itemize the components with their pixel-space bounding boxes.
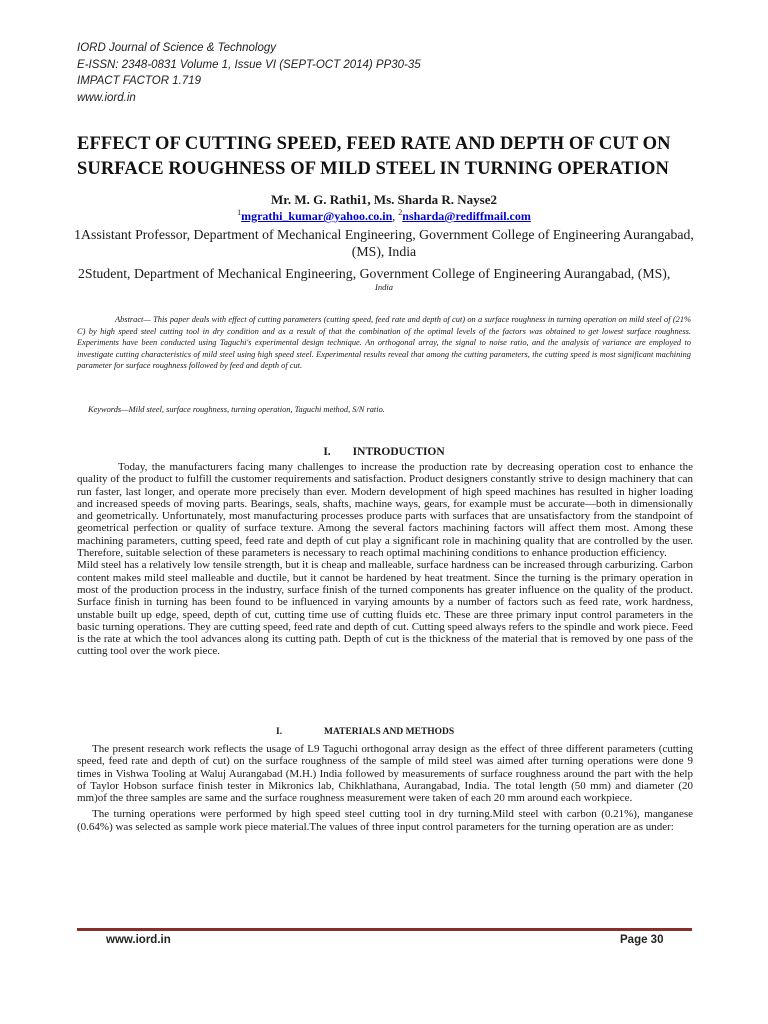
section-title: INTRODUCTION bbox=[352, 446, 445, 458]
email-2-marker: 2 bbox=[398, 208, 403, 217]
title-line-2: SURFACE ROUGHNESS OF MILD STEEL IN TURNING OPERATION bbox=[77, 159, 669, 179]
abstract: Abstract— This paper deals with effect of cutting parameters (cutting speed, feed rate and depth of cut) on a surface roughness in turning operation on mild steel of (21% C) by high speed steel cutting tool in dry condition and as a result of that the combination of the optimal levels of the factors was obtained to get lowest surface roughness. Experiments have been conducted using Taguchi's experimental design technique. An orthogonal array, the signal to noise ratio, and the analysis of variance are employed to investigate cutting characteristics of mild steel using high speed steel. Experimental results reveal that among the cutting parameters, the cutting speed is most significant machining parameter for surface roughness followed by feed and depth of cut. bbox=[77, 315, 691, 370]
affiliation-country: India bbox=[375, 282, 393, 292]
page-number: Page 30 bbox=[620, 934, 664, 946]
email-link-1[interactable]: mgrathi_kumar@yahoo.co.in bbox=[241, 209, 393, 223]
journal-issn: E-ISSN: 2348-0831 Volume 1, Issue VI (SEPT-OCT 2014) PP30-35 bbox=[77, 58, 421, 71]
paragraph: The turning operations were performed by high speed steel cutting tool in dry turning.Mild steel with carbon (0.21%), manganese (0.64%) was selected as sample work piece material.The values of three input control parameters for the turning operation are as under: bbox=[77, 808, 693, 833]
section-title: MATERIALS AND METHODS bbox=[324, 727, 455, 737]
email-link-2[interactable]: nsharda@rediffmail.com bbox=[402, 209, 531, 223]
author-emails bbox=[77, 208, 691, 224]
section-heading-introduction bbox=[77, 446, 691, 458]
footer-divider bbox=[77, 928, 692, 931]
affiliation-1: 1Assistant Professor, Department of Mechanical Engineering, Government College of Engineering Aurangabad, (MS), India bbox=[74, 227, 694, 259]
affiliation-2: 2Student, Department of Mechanical Engineering, Government College of Engineering Aurangabad, (MS), bbox=[78, 266, 671, 281]
paragraph: Mild steel has a relatively low tensile strength, but it is cheap and malleable, surface hardness can be increased through carburizing. Carbon content makes mild steel malleable and ductile, but it cannot be hardened by heat treatment. Since the turning is the primary operation in most of the production process in the industry, surface finish of the turned components has greater influence on the quality of the product. Surface finish in turning has been found to be influenced in varying amounts by a number of factors such as feed rate, work hardness, unstable built up edge, speed, depth of cut, cutting time use of cutting fluids etc. These are three primary input control parameters in the basic turning operations. They are cutting speed, feed rate and depth of cut. Cutting speed always refers to the spindle and work piece. Feed is the rate at which the tool advances along its cutting path. Depth of cut is the thickness of the material that is removed by one pass of the cutting tool over the work piece. bbox=[77, 559, 693, 658]
email-1-marker: 1 bbox=[237, 208, 242, 217]
keywords: Keywords—Mild steel, surface roughness, turning operation, Taguchi method, S/N ratio. bbox=[88, 405, 385, 414]
paragraph: The present research work reflects the usage of L9 Taguchi orthogonal array design as the effect of three different parameters (cutting speed, feed rate and depth of cut) on the surface roughness of the sample of mild steel was aimed after turning operations were done 9 times in Vishwa Tooling at Waluj Aurangabad (M.H.) India followed by measurements of surface roughness around the part with the help of Taylor Hobson surface finish tester in Mikronics lab, Chikhlathana, Aurangabad, India. The total length (50 mm) and diameter (20 mm)of the three samples are same and the surface roughness measurement were taken of each 20 mm around each workpiece. bbox=[77, 743, 693, 805]
journal-header bbox=[77, 40, 421, 106]
section-number: I. bbox=[323, 446, 331, 458]
journal-name: IORD Journal of Science & Technology bbox=[77, 42, 277, 54]
materials-body bbox=[77, 743, 693, 837]
title-line-1: EFFECT OF CUTTING SPEED, FEED RATE AND DEPTH OF CUT ON bbox=[77, 134, 671, 154]
paragraph: Today, the manufacturers facing many challenges to increase the production rate by decreasing operation cost to enhance the quality of the product to fulfill the customer requirements and satisfaction. Product designers constantly strive to design machinery that can run faster, last longer, and operate more precisely than ever. Modern development of high speed machines has resulted in higher loading and increased speeds of moving parts. Bearings, seals, shafts, machine ways, gears, for example must be accurate—both in dimensionally and geometrically. Unfortunately, most manufacturing processes produce parts with surfaces that are unsatisfactory from the standpoint of geometrical perfection or quality of surface texture. Among the several factors machining factors will affect them most. Among these machining parameters, cutting speed, feed rate and depth of cut play a significant role in machining quality that are controlled by the user. Therefore, suitable selection of these parameters is necessary to reach optimal machining conditions to enhance production efficiency. bbox=[77, 461, 693, 560]
journal-website[interactable]: www.iord.in bbox=[77, 91, 136, 104]
section-number: I. bbox=[276, 727, 283, 737]
introduction-body bbox=[77, 461, 693, 658]
paper-title bbox=[77, 132, 697, 182]
authors: Mr. M. G. Rathi1, Ms. Sharda R. Nayse2 bbox=[271, 192, 497, 207]
journal-impact: IMPACT FACTOR 1.719 bbox=[77, 75, 201, 87]
footer-website[interactable]: www.iord.in bbox=[106, 934, 171, 946]
email-separator: , bbox=[392, 209, 396, 223]
